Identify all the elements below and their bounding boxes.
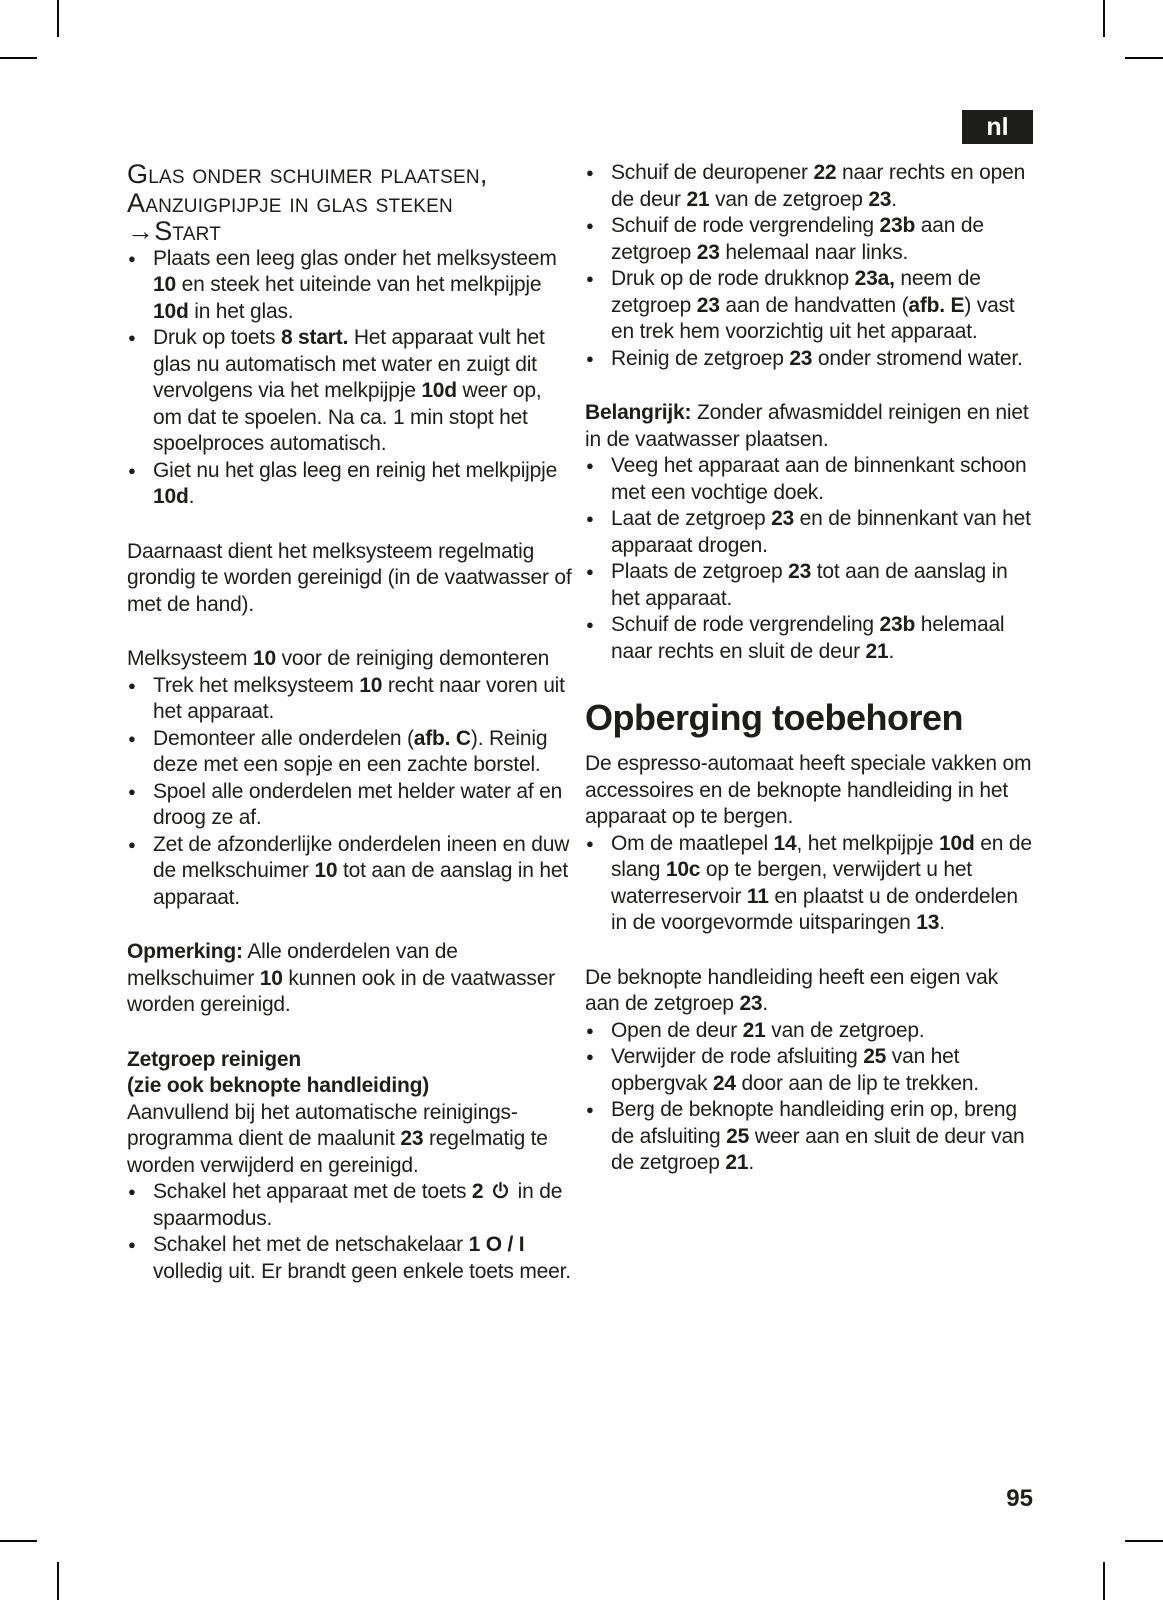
bullet-item: ● Druk op toets 8 start. Het apparaat vult het glas nu automatisch met water en zuigt dit vervolgens via het melkpijpje 10d weer op, om dat te spoelen. Na ca. 1 min stopt het spoelproces automatisch. [127, 325, 573, 458]
bullet-item: ● Zet de afzonderlijke onderdelen ineen en duw de melkschuimer 10 tot aan de aanslag in het apparaat. [127, 832, 573, 912]
bullet-list [127, 673, 573, 912]
bullet-item: ● Plaats de zetgroep 23 tot aan de aanslag in het apparaat. [585, 559, 1037, 612]
paragraph: De espresso-automaat heeft speciale vakken om accessoires en de beknopte handleiding in het apparaat op te bergen. [585, 752, 1032, 828]
power-icon [491, 1181, 510, 1200]
right-column [585, 160, 1037, 1177]
bullet-item: ● Laat de zetgroep 23 en de binnenkant van het apparaat drogen. [585, 506, 1037, 559]
bullet-item: ● Schuif de rode vergrendeling 23b aan de zetgroep 23 helemaal naar links. [585, 213, 1037, 266]
bullet-list [127, 1179, 573, 1285]
bullet-list [585, 831, 1037, 937]
crop-mark [1103, 0, 1105, 37]
bullet-item: ● Schakel het met de netschakelaar 1 O / I volledig uit. Er brandt geen enkele toets meer. [127, 1232, 573, 1285]
language-badge: nl [962, 110, 1033, 144]
crop-mark [1125, 57, 1163, 59]
bullet-item: ● Reinig de zetgroep 23 onder stromend water. [585, 346, 1037, 373]
bullet-item: ● Demonteer alle onderdelen (afb. C). Reinig deze met een sopje en een zachte borstel. [127, 726, 573, 779]
paragraph: Daarnaast dient het melksysteem regelmatig grondig te worden gereinigd (in de vaatwasser of met de hand). [127, 539, 572, 616]
bullet-list [585, 453, 1037, 665]
crop-mark [57, 0, 59, 37]
bullet-item: ● Spoel alle onderdelen met helder water af en droog ze af. [127, 779, 573, 832]
bullet-item: ● Druk op de rode drukknop 23a, neem de zetgroep 23 aan de handvatten (afb. E) vast en trek hem voorzichtig uit het apparaat. [585, 266, 1037, 346]
bullet-item: ● Veeg het apparaat aan de binnenkant schoon met een vochtige doek. [585, 453, 1037, 506]
bullet-item: ● Berg de beknopte handleiding erin op, breng de afsluiting 25 weer aan en sluit de deur van de zetgroep 21. [585, 1097, 1037, 1177]
paragraph: Opmerking: Alle onderdelen van de melkschuimer 10 kunnen ook in de vaatwasser worden gereinigd. [127, 940, 555, 1016]
crop-mark [0, 1540, 37, 1542]
bullet-item: ● Om de maatlepel 14, het melkpijpje 10d en de slang 10c op te bergen, verwijdert u het waterreservoir 11 en plaatst u de onderdelen in de voorgevormde uitsparingen 13. [585, 831, 1037, 937]
bullet-item: ● Schuif de rode vergrendeling 23b helemaal naar rechts en sluit de deur 21. [585, 612, 1037, 665]
bullet-item: ● Trek het melksysteem 10 recht naar voren uit het apparaat. [127, 673, 573, 726]
section-heading: Glas onder schuimer plaatsen, Aanzuigpijpje in glas steken →Start [127, 159, 488, 246]
bullet-list [127, 246, 573, 511]
section-title: Opberging toebehoren [585, 697, 964, 738]
crop-mark [1103, 1562, 1105, 1600]
paragraph: De beknopte handleiding heeft een eigen vak aan de zetgroep 23. [585, 965, 998, 1015]
bullet-list [585, 160, 1037, 372]
page-number: 95 [1006, 1485, 1033, 1512]
paragraph: Zetgroep reinigen (zie ook beknopte handleiding) Aanvullend bij het automatische reinigings-programma dient de maalunit 23 regelmatig te worden verwijderd en gereinigd. [127, 1047, 548, 1177]
crop-mark [1125, 1540, 1163, 1542]
bullet-item: ● Schakel het apparaat met de toets 2 in de spaarmodus. [127, 1179, 573, 1232]
bullet-item: ● Open de deur 21 van de zetgroep. [585, 1018, 1037, 1045]
bullet-item: ● Verwijder de rode afsluiting 25 van het opbergvak 24 door aan de lip te trekken. [585, 1044, 1037, 1097]
bullet-item: ● Schuif de deuropener 22 naar rechts en open de deur 21 van de zetgroep 23. [585, 160, 1037, 213]
bullet-item: ● Plaats een leeg glas onder het melksysteem 10 en steek het uiteinde van het melkpijpje 10d in het glas. [127, 246, 573, 326]
crop-mark [57, 1562, 59, 1600]
bullet-list [585, 1018, 1037, 1177]
crop-mark [0, 57, 37, 59]
paragraph: Melksysteem 10 voor de reiniging demonteren [127, 647, 550, 670]
paragraph: Belangrijk: Zonder afwasmiddel reinigen en niet in de vaatwasser plaatsen. [585, 401, 1029, 451]
bullet-item: ● Giet nu het glas leeg en reinig het melkpijpje 10d. [127, 458, 573, 511]
left-column [127, 160, 573, 1285]
